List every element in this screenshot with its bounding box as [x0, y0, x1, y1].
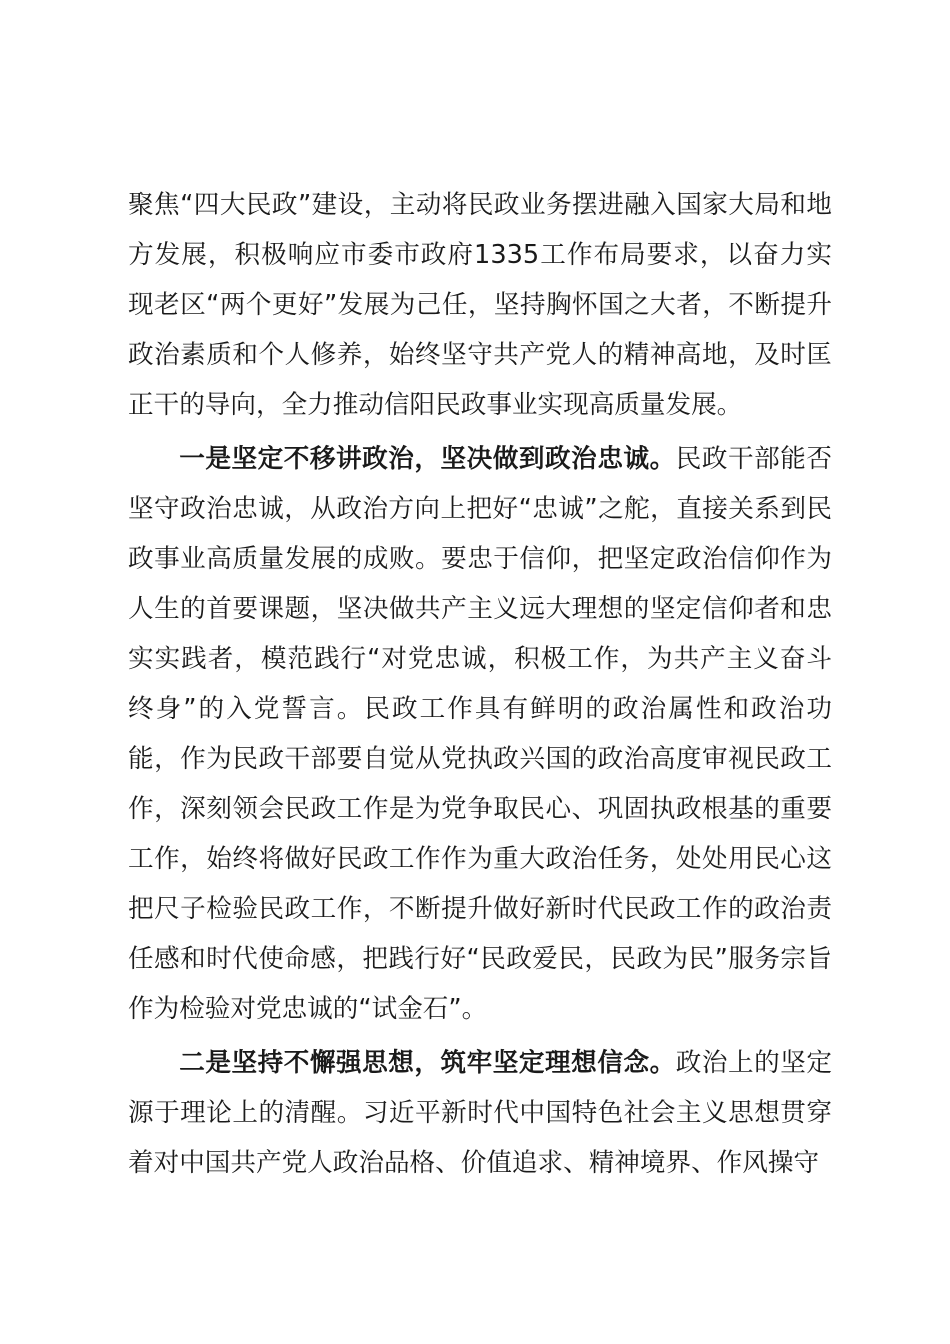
paragraph-intro [128, 180, 832, 430]
paragraph-text: 政治上的坚定源于理论上的清醒。习近平新时代中国特色社会主义思想贯穿着对中国共产党人政治品格、价值追求、精神境界、作风操守 [128, 1048, 832, 1178]
paragraph-point-one [128, 434, 832, 1034]
paragraph-heading: 一是坚定不移讲政治，坚决做到政治忠诚。 [179, 444, 676, 474]
paragraph-point-two [128, 1038, 832, 1188]
paragraph-text: 聚焦“四大民政”建设，主动将民政业务摆进融入国家大局和地方发展，积极响应市委市政府1335工作布局要求，以奋力实现老区“两个更好”发展为己任，坚持胸怀国之大者，不断提升政治素质和个人修养，始终坚守共产党人的精神高地，及时匡正干的导向，全力推动信阳民政事业实现高质量发展。 [128, 190, 832, 420]
paragraph-text: 民政干部能否坚守政治忠诚，从政治方向上把好“忠诚”之舵，直接关系到民政事业高质量发展的成败。要忠于信仰，把坚定政治信仰作为人生的首要课题，坚决做共产主义远大理想的坚定信仰者和忠实实践者，模范践行“对党忠诚，积极工作，为共产主义奋斗终身”的入党誓言。民政工作具有鲜明的政治属性和政治功能，作为民政干部要自觉从党执政兴国的政治高度审视民政工作，深刻领会民政工作是为党争取民心、巩固执政根基的重要工作，始终将做好民政工作作为重大政治任务，处处用民心这把尺子检验民政工作，不断提升做好新时代民政工作的政治责任感和时代使命感，把践行好“民政爱民，民政为民”服务宗旨作为检验对党忠诚的“试金石”。 [128, 444, 832, 1024]
document-body [128, 180, 832, 1188]
paragraph-heading: 二是坚持不懈强思想，筑牢坚定理想信念。 [179, 1048, 676, 1078]
